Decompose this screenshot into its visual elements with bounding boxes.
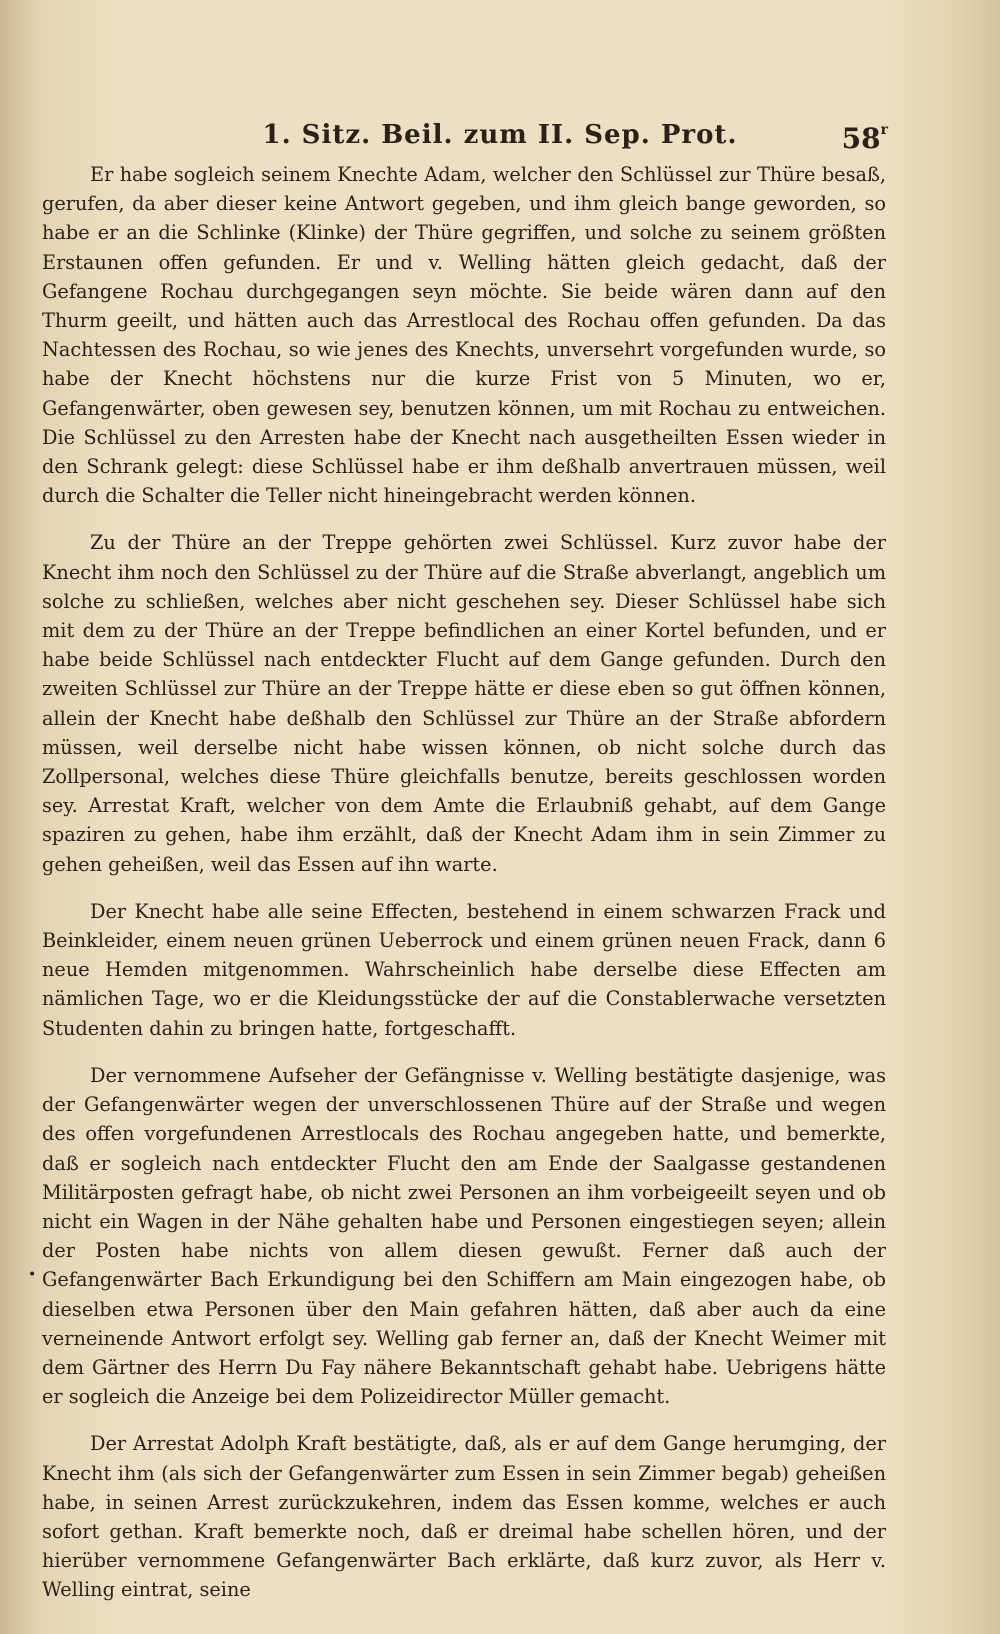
folio-recto-mark: r — [880, 122, 888, 138]
running-title: 1. Sitz. Beil. zum II. Sep. Prot. — [262, 120, 738, 150]
paragraph-1: Er habe sogleich seinem Knechte Adam, welcher den Schlüssel zur Thüre besaß, gerufen, da aber dieser keine Antwort gegeben, und ihm gleich bange geworden, so habe er an die Schlinke (Klinke) der Thüre gegriffen, und solche zu seinem größten Erstaunen offen gefunden. Er und v. Welling hätten gleich gedacht, daß der Gefangene Rochau durchgegangen seyn möchte. Sie beide wären dann auf den Thurm geeilt, und hätten auch das Arrestlocal des Rochau offen gefunden. Da das Nachtessen des Rochau, so wie jenes des Knechts, unversehrt vorgefunden wurde, so habe der Knecht höchstens nur die kurze Frist von 5 Minuten, wo er, Gefangenwärter, oben gewesen sey, benutzen können, um mit Rochau zu entweichen. Die Schlüssel zu den Arresten habe der Knecht nach ausgetheilten Essen wieder in den Schrank gelegt: diese Schlüssel habe er ihm deßhalb anvertrauen müssen, weil durch die Schalter die Teller nicht hineingebracht werden können. — [42, 163, 886, 508]
page-header — [0, 118, 1000, 158]
paragraph-4: Der vernommene Aufseher der Gefängnisse v. Welling bestätigte dasjenige, was der Gefangenwärter wegen der unverschlossenen Thüre auf der Straße und wegen des offen vorgefundenen Arrestlocals des Rochau angegeben hatte, und bemerkte, daß er sogleich nach entdeckter Flucht den am Ende der Saalgasse gestandenen Militärposten gefragt habe, ob nicht zwei Personen an ihm vorbeigeeilt seyen und ob nicht ein Wagen in der Nähe gehalten habe und Personen eingestiegen seyen; allein der Posten habe nichts von allem diesen gewußt. Ferner daß auch der Gefangenwärter Bach Erkundigung bei den Schiffern am Main eingezogen habe, ob dieselben etwa Personen über den Main gefahren hätten, daß aber auch da eine verneinende Antwort erfolgt sey. Welling gab ferner an, daß der Knecht Weimer mit dem Gärtner des Herrn Du Fay nähere Bekanntschaft gehabt habe. Uebrigens hätte er sogleich die Anzeige bei dem Polizeidirector Müller gemacht. — [42, 1063, 886, 1409]
paragraph-2: Zu der Thüre an der Treppe gehörten zwei Schlüssel. Kurz zuvor habe der Knecht ihm noch den Schlüssel zu der Thüre auf die Straße abverlangt, angeblich um solche zu schließen, welches aber nicht geschehen sey. Dieser Schlüssel habe sich mit dem zu der Thüre an der Treppe befindlichen an einer Kortel befunden, und er habe beide Schlüssel nach entdeckter Flucht auf dem Gange gefunden. Durch den zweiten Schlüssel zur Thüre an der Treppe hätte er diese eben so gut öffnen können, allein der Knecht habe deßhalb den Schlüssel zur Thüre an der Straße abfordern müssen, weil derselbe nicht habe wissen können, ob nicht solche durch das Zollpersonal, welches diese Thüre gleichfalls benutze, bereits geschlossen worden sey. Arrestat Kraft, welcher von dem Amte die Erlaubniß gehabt, auf dem Gange spaziren zu gehen, habe ihm erzählt, daß der Knecht Adam ihm in sein Zimmer zu gehen geheißen, weil das Essen auf ihn warte. — [42, 531, 886, 876]
folio-value: 58 — [841, 122, 881, 155]
paragraph-3: Der Knecht habe alle seine Effecten, bestehend in einem schwarzen Frack und Beinkleider, einem neuen grünen Ueberrock und einem grünen neuen Frack, dann 6 neue Hemden mitgenommen. Wahrscheinlich habe derselbe diese Effecten am nämlichen Tage, wo er die Kleidungsstücke der auf die Constablerwache versetzten Studenten dahin zu bringen hatte, fortgeschafft. — [42, 899, 886, 1040]
paragraph-5: Der Arrestat Adolph Kraft bestätigte, daß, als er auf dem Gange herumging, der Knecht ihm (als sich der Gefangenwärter zum Essen in sein Zimmer begab) geheißen habe, in seinen Arrest zurückzukehren, indem das Essen komme, welches er auch sofort gethan. Kraft bemerkte noch, daß er dreimal habe schellen hören, und der hierüber vernommene Gefangenwärter Bach erklärte, daß kurz zuvor, als Herr v. Welling eintrat, seine — [42, 1432, 886, 1602]
body-text — [42, 160, 886, 1623]
margin-dot-mark: • — [28, 1267, 37, 1283]
folio-number — [842, 122, 888, 155]
